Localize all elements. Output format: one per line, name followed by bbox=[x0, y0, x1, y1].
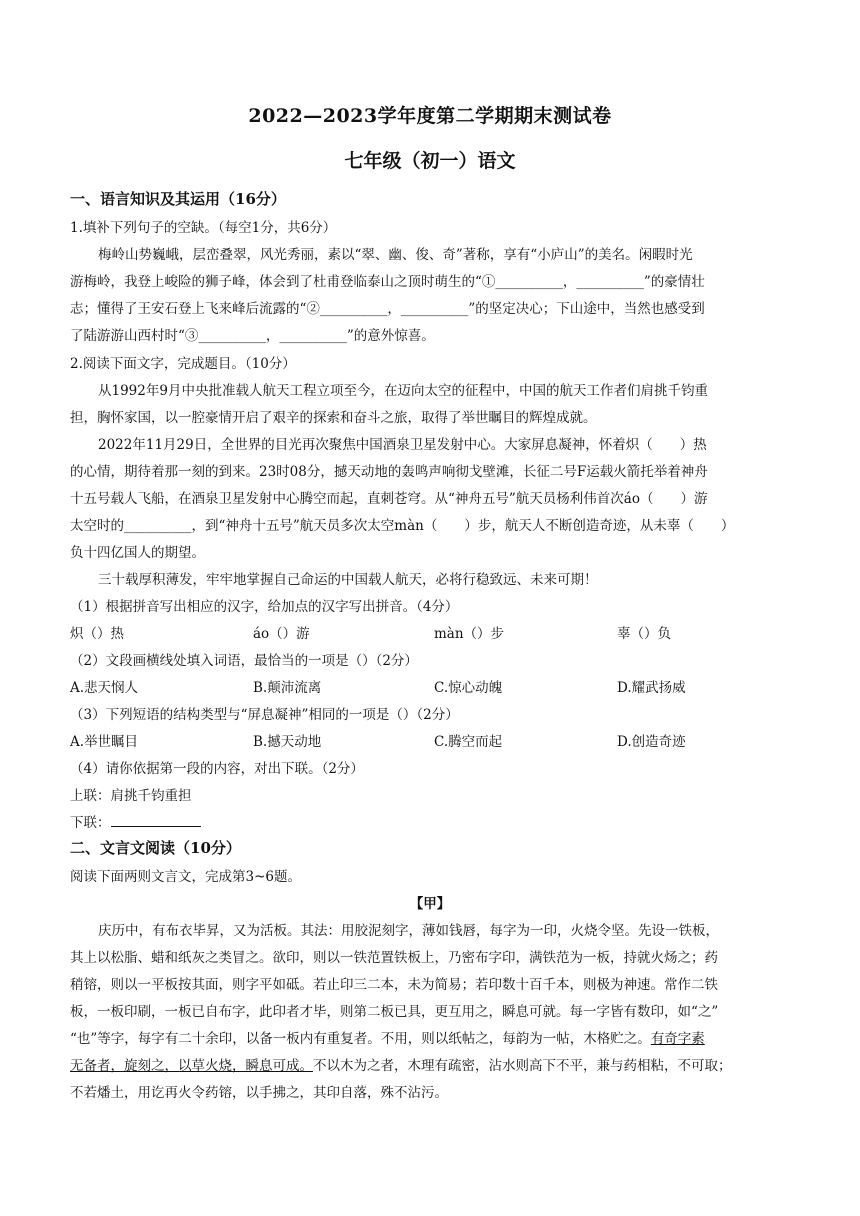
passage-line: 稍镕，则以一平板按其面，则字平如砥。若止印三二本，未为简易；若印数十百千本，则极为神速。常作二铁 bbox=[70, 977, 718, 993]
sub1-item: 辜（）负 bbox=[617, 626, 671, 642]
sub3-option-c: C.腾空而起 bbox=[434, 734, 503, 750]
passage-line: 其上以松脂、蜡和纸灰之类冒之。欲印，则以一铁范置铁板上，乃密布字印，满铁范为一板，持就火炀之；药 bbox=[70, 950, 718, 966]
passage-line: 板，一板印刷，一板已自布字，此印者才毕，则第二板已具，更互用之，瞬息可就。每一字皆有数印，如“之” bbox=[70, 1004, 719, 1020]
sub2-option-d: D.耀武扬威 bbox=[617, 680, 686, 696]
sub1-item: áo（）游 bbox=[253, 626, 310, 642]
underlined-sentence: 有奇字素 bbox=[650, 1031, 705, 1047]
q2-para3: 三十载厚积薄发，牢牢地掌握自己命运的中国载人航天，必将行稳致远、未来可期！ bbox=[98, 572, 598, 588]
sub3-option-d: D.创造奇迹 bbox=[617, 734, 686, 750]
q1-prompt: 1.填补下列句子的空缺。（每空1分，共6分） bbox=[70, 220, 337, 236]
q2-para1-line: 担，胸怀家国，以一腔豪情开启了艰辛的探索和奋斗之旅，取得了举世瞩目的辉煌成就。 bbox=[70, 410, 597, 426]
sub3-option-a: A.举世瞩目 bbox=[70, 734, 139, 750]
sub1-item: màn（）步 bbox=[434, 626, 505, 642]
passage-line bbox=[70, 1027, 705, 1047]
q1-text-line: 梅岭山势巍峨，层峦叠翠，风光秀丽，素以“翠、幽、俊、奇”著称，享有“小庐山”的美名。闲暇时光 bbox=[98, 247, 693, 263]
q1-text-line: 志；懂得了王安石登上飞来峰后流露的“②__________，__________”的坚定决心；下山途中，当然也感受到 bbox=[70, 301, 705, 317]
q2-para2-line: 太空时的__________，到“神舟十五号”航天员多次太空màn（ ）步，航天人不断创造奇迹，从未辜（ ） bbox=[70, 518, 735, 534]
passage-text: 不以木为之者，木理有疏密，沾水则高下不平，兼与药相粘，不可取； bbox=[313, 1058, 732, 1074]
sub4-prompt: （4）请你依据第一段的内容，对出下联。（2分） bbox=[70, 761, 364, 777]
passage-line: 庆历中，有布衣毕昇，又为活板。其法：用胶泥刻字，薄如钱唇，每字为一印，火烧令坚。先设一铁板， bbox=[98, 923, 719, 939]
passage-line: 不若燔土，用讫再火令药镕，以手拂之，其印自落，殊不沾污。 bbox=[70, 1085, 448, 1101]
section2-intro: 阅读下面两则文言文，完成第3~6题。 bbox=[70, 869, 301, 885]
answer-blank[interactable] bbox=[111, 814, 201, 827]
q2-para2-line: 负十四亿国人的期望。 bbox=[70, 545, 205, 561]
sub2-option-a: A.悲天悯人 bbox=[70, 680, 139, 696]
underlined-sentence: 无备者，旋刻之，以草火烧，瞬息可成。 bbox=[70, 1058, 313, 1074]
sub2-option-c: C.惊心动魄 bbox=[434, 680, 503, 696]
couplet-lower-label: 下联： bbox=[70, 815, 111, 831]
exam-title: 2022—2023学年度第二学期期末测试卷 bbox=[248, 105, 612, 127]
sub1-item: 炽（）热 bbox=[70, 626, 124, 642]
text-label-jia: 【甲】 bbox=[409, 896, 451, 912]
section1-heading: 一、语言知识及其运用（16分） bbox=[70, 190, 286, 208]
q2-prompt: 2.阅读下面文字，完成题目。（10分） bbox=[70, 356, 296, 372]
q2-para2-line: 2022年11月29日，全世界的目光再次聚焦中国酒泉卫星发射中心。大家屏息凝神，怀着炽（ ）热 bbox=[98, 437, 707, 453]
couplet-upper: 上联：肩挑千钧重担 bbox=[70, 788, 192, 804]
section2-heading: 二、文言文阅读（10分） bbox=[70, 839, 241, 857]
sub2-prompt: （2）文段画横线处填入词语，最恰当的一项是（）（2分） bbox=[70, 653, 418, 669]
q1-text-line: 游梅岭，我登上峻险的狮子峰，体会到了杜甫登临泰山之顶时萌生的“①__________，__________”的豪情壮 bbox=[70, 274, 705, 290]
passage-line bbox=[70, 1054, 732, 1074]
exam-subtitle: 七年级（初一）语文 bbox=[344, 150, 516, 172]
q2-para1-line: 从1992年9月中央批准载人航天工程立项至今，在迈向太空的征程中，中国的航天工作者们肩挑千钧重 bbox=[98, 383, 708, 399]
sub1-prompt: （1）根据拼音写出相应的汉字，给加点的汉字写出拼音。（4分） bbox=[70, 599, 459, 615]
q2-para2-line: 的心情，期待着那一刻的到来。23时08分，撼天动地的轰鸣声响彻戈壁滩，长征二号F运载火箭托举着神舟 bbox=[70, 464, 708, 480]
sub3-prompt: （3）下列短语的结构类型与“屏息凝神”相同的一项是（）（2分） bbox=[70, 707, 459, 723]
q2-para2-line: 十五号载人飞船，在酒泉卫星发射中心腾空而起，直刺苍穹。从“神舟五号”航天员杨利伟首次áo（ ）游 bbox=[70, 491, 708, 507]
q1-text-line: 了陆游游山西村时“③__________，__________”的意外惊喜。 bbox=[70, 328, 435, 344]
sub3-option-b: B.撼天动地 bbox=[253, 734, 322, 750]
sub2-option-b: B.颠沛流离 bbox=[253, 680, 322, 696]
passage-text: “也”等字，每字有二十余印，以备一板内有重复者。不用，则以纸帖之，每韵为一帖，木格贮之。 bbox=[70, 1031, 651, 1047]
couplet-lower bbox=[70, 811, 201, 831]
